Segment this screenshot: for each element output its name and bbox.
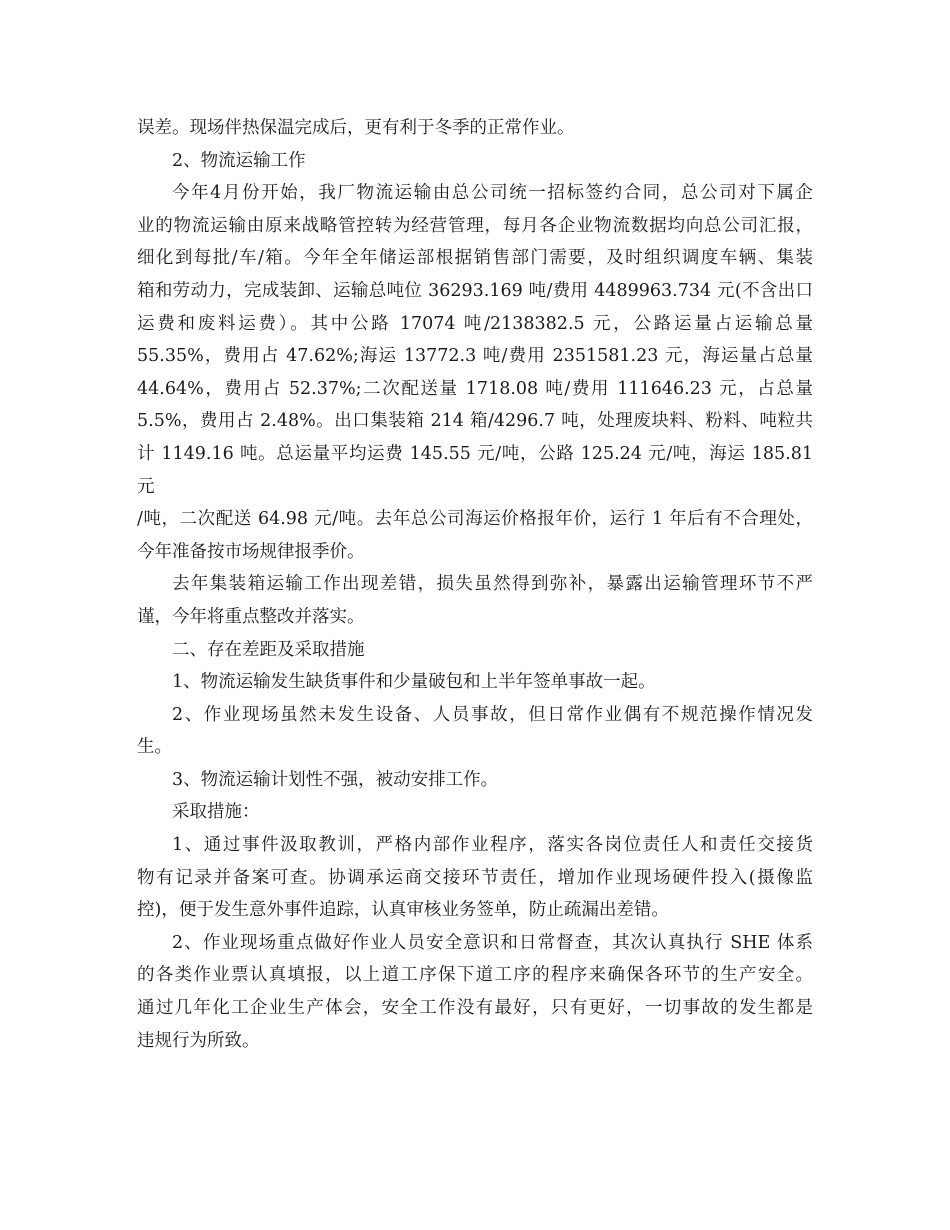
text-line: 箱和劳动力，完成装卸、运输总吨位 36293.169 吨/费用 4489963.734 元(不含出口 [137, 280, 813, 301]
paragraph [137, 112, 813, 145]
paragraph [137, 145, 813, 178]
text-line: 5.5%，费用占 2.48%。出口集装箱 214 箱/4296.7 吨，处理废块料、粉料、吨粒共 [137, 411, 813, 432]
text-line: 去年集装箱运输工作出现差错，损失虽然得到弥补，暴露出运输管理环节不严 [172, 574, 813, 595]
text-line: 3、物流运输计划性不强，被动安排工作。 [172, 769, 499, 790]
text-line: 55.35%，费用占 47.62%;海运 13772.3 吨/费用 2351581.23 元，海运量占总量 [137, 346, 813, 367]
text-line: 违规行为所致。 [137, 1030, 260, 1051]
text-line: 运费和废料运费）。其中公路 17074 吨/2138382.5 元，公路运量占运输总量 [137, 313, 813, 334]
text-line: 谨，今年将重点整改并落实。 [137, 606, 365, 627]
text-line: 物有记录并备案可查。协调承运商交接环节责任，增加作业现场硬件投入(摄像监 [137, 867, 813, 888]
paragraph [137, 568, 813, 633]
text-line: 采取措施： [172, 802, 260, 823]
paragraph [137, 666, 813, 699]
text-line: 2、作业现场重点做好作业人员安全意识和日常督查，其次认真执行 SHE 体系 [172, 932, 813, 953]
document-page [137, 112, 813, 1057]
text-line: 44.64%，费用占 52.37%;二次配送量 1718.08 吨/费用 111646.23 元，占总量 [137, 378, 813, 399]
text-line: 细化到每批/车/箱。今年全年储运部根据销售部门需要，及时组织调度车辆、集装 [137, 248, 813, 269]
text-line: 2、作业现场虽然未发生设备、人员事故，但日常作业偶有不规范操作情况发 [172, 704, 813, 725]
paragraph [137, 764, 813, 797]
text-line: 1、通过事件汲取教训，严格内部作业程序，落实各岗位责任人和责任交接货 [172, 835, 813, 856]
paragraph [137, 829, 813, 927]
text-line: 二、存在差距及采取措施 [172, 639, 365, 660]
text-line: 1、物流运输发生缺货事件和少量破包和上半年签单事故一起。 [172, 672, 656, 693]
text-line: 控)，便于发生意外事件追踪，认真审核业务签单，防止疏漏出差错。 [137, 900, 669, 921]
text-line: 的各类作业票认真填报，以上道工序保下道工序的程序来确保各环节的生产安全。 [137, 965, 813, 986]
text-line: 今年准备按市场规律报季价。 [137, 541, 365, 562]
text-line: 通过几年化工企业生产体会，安全工作没有最好，只有更好，一切事故的发生都是 [137, 998, 813, 1019]
paragraph [137, 634, 813, 667]
text-line: 今年4月份开始，我厂物流运输由总公司统一招标签约合同，总公司对下属企 [172, 183, 813, 204]
text-line: 业的物流运输由原来战略管控转为经营管理，每月各企业物流数据均向总公司汇报， [137, 215, 813, 236]
text-line: 计 1149.16 吨。总运量平均运费 145.55 元/吨，公路 125.24 元/吨，海运 185.81 元 [137, 443, 813, 497]
paragraph [137, 699, 813, 764]
text-line: 误差。现场伴热保温完成后，更有利于冬季的正常作业。 [137, 118, 575, 138]
text-line: 生。 [137, 737, 172, 758]
paragraph [137, 796, 813, 829]
text-line: 2、物流运输工作 [172, 150, 306, 171]
paragraph [137, 927, 813, 1057]
text-line: /吨，二次配送 64.98 元/吨。去年总公司海运价格报年价，运行 1 年后有不合理处， [137, 509, 813, 530]
paragraph [137, 177, 813, 568]
